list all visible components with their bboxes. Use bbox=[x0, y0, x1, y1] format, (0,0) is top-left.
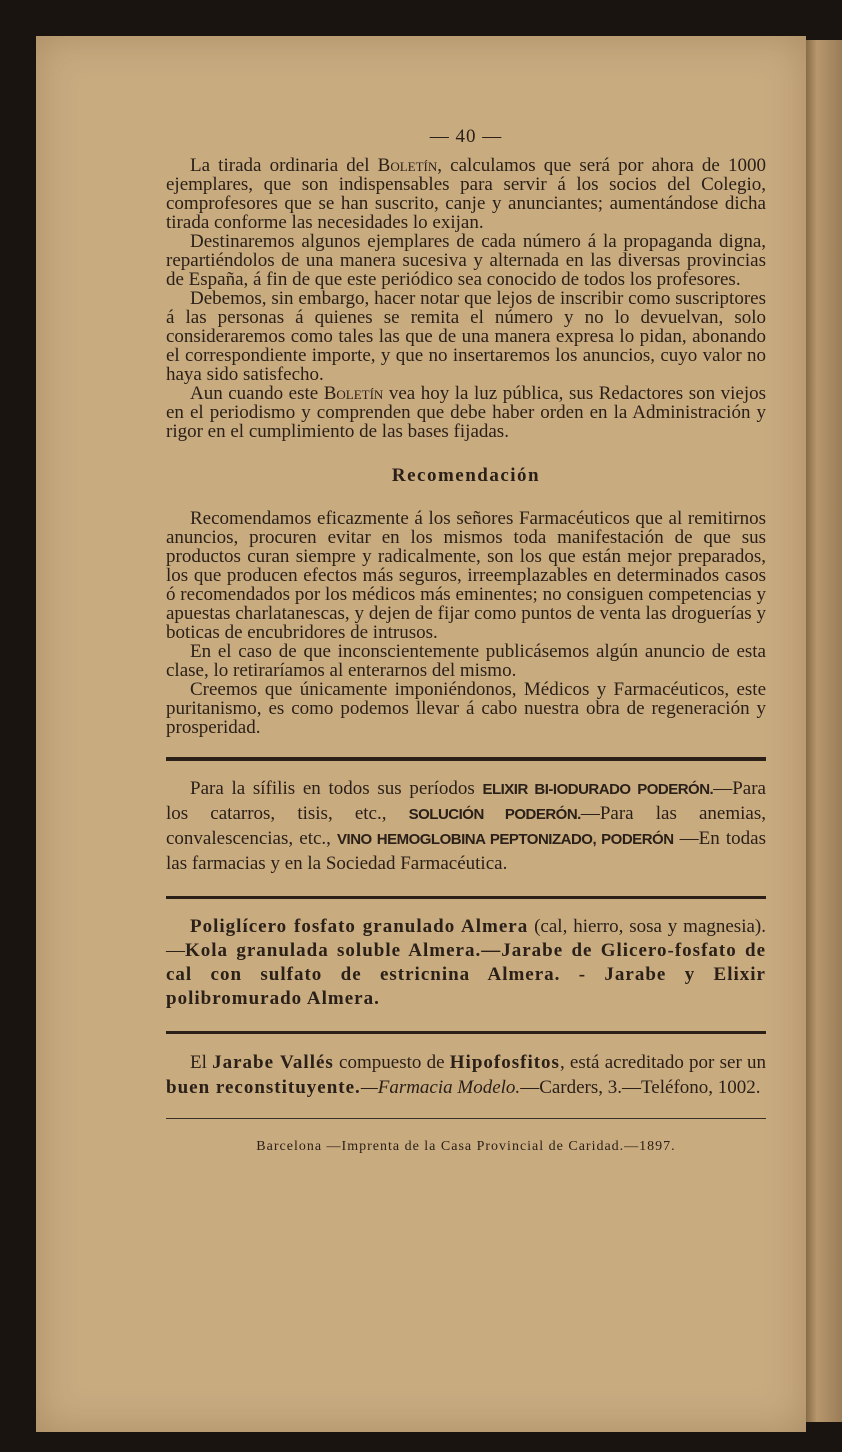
advertisement-almera: Poliglícero fosfato granulado Almera (cal, hierro, sosa y magnesia).—Kola granulada soluble Almera.—Jarabe de Glicero-fosfato de cal con sulfato de estricnina Almera. - Jarabe y Elixir polibromurado Almera. bbox=[166, 916, 766, 1009]
advertisement-valles: El Jarabe Vallés compuesto de Hipofosfitos, está acreditado por ser un buen reconstituyente.—Farmacia Modelo.—Carders, 3.—Teléfono, 1002. bbox=[166, 1052, 766, 1098]
intro-paragraph: La tirada ordinaria del Boletín, calculamos que será por ahora de 1000 ejemplares, que son indispensables para servir á los socios del Colegio, comprofesores que se han suscrito, canje y anunciantes; aumentándose dicha tirada conforme las necesidades lo exijan. bbox=[166, 155, 766, 233]
imprint-footer: Barcelona —Imprenta de la Casa Provincial de Caridad.—1897. bbox=[256, 1139, 676, 1154]
recommendation-paragraph: Recomendamos eficazmente á los señores Farmacéuticos que al remitirnos anuncios, procuren evitar en los mismos toda manifestación de que sus productos curan siempre y radicalmente, son los que están mejor preparados, los que producen efectos más seguros, irreemplazables en determinados casos ó recomendados por los médicos más eminentes; no consiguen competencias y apuestas charlatanescas, y dejen de fijar como puntos de venta las droguerías y boticas de encubridores de intrusos. bbox=[166, 508, 766, 643]
document-page bbox=[36, 36, 806, 1432]
recommendation-paragraph: Creemos que únicamente imponiéndonos, Médicos y Farmacéuticos, este puritanismo, es como podemos llevar á cabo nuestra obra de regeneración y prosperidad. bbox=[166, 679, 766, 738]
page-content bbox=[166, 126, 766, 1155]
separator-rule bbox=[166, 1031, 766, 1034]
intro-paragraph: Destinaremos algunos ejemplares de cada número á la propaganda digna, repartiéndolos de una manera sucesiva y alternada en las diversas provincias de España, á fin de que este periódico sea conocido de todos los profesores. bbox=[166, 231, 766, 290]
separator-rule bbox=[166, 896, 766, 899]
intro-paragraph: Debemos, sin embargo, hacer notar que lejos de inscribir como suscriptores á las personas á quienes se remita el número y no lo devuelvan, solo consideraremos como tales las que de una manera expresa lo pidan, abonando el correspondiente importe, y que no insertaremos los anuncios, cuyo valor no haya sido satisfecho. bbox=[166, 288, 766, 385]
separator-rule bbox=[166, 1118, 766, 1119]
intro-paragraph: Aun cuando este Boletín vea hoy la luz pública, sus Redactores son viejos en el periodismo y comprenden que debe haber orden en la Administración y rigor en el cumplimiento de las bases fijadas. bbox=[166, 383, 766, 442]
recommendation-paragraph: En el caso de que inconscientemente publicásemos algún anuncio de esta clase, lo retiraríamos al enterarnos del mismo. bbox=[166, 641, 766, 681]
separator-rule bbox=[166, 757, 766, 761]
advertisement-poderon: Para la sífilis en todos sus períodos ELIXIR BI-IODURADO PODERÓN.—Para los catarros, tisis, etc., SOLUCIÓN PODERÓN.—Para las anemias, convalescencias, etc., VINO HEMOGLOBINA PEPTONIZADO, PODERÓN —En todas las farmacias y en la Sociedad Farmacéutica. bbox=[166, 778, 766, 874]
section-heading: Recomendación bbox=[391, 465, 541, 486]
page-number: — 40 — bbox=[429, 126, 503, 147]
page-edge bbox=[800, 40, 842, 1422]
